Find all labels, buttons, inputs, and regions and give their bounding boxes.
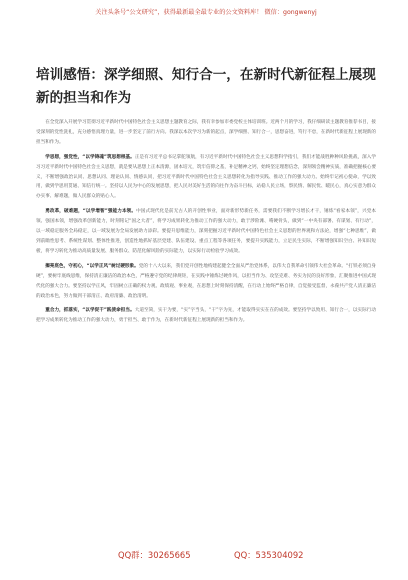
paragraph-text: 中国式现代化是前无古人的开创性事业，面对新形势新任务，需要我们不断学习增长才干，锤炼“看家本领”，兴党本领、强国本领，增强改革创新能力，时刻铭记“国之大者”，将学习成果转化为推动工作的强大动力，敢于涉险滩、啃硬骨头，做到“一中央有部署、有谋划、有行动”，以一域稳定服务全局稳定，以一域发展为全局发展助力添彩。要提升思维能力，深刻把握习近平新时代中国特色社会主义思想的世界观和方法论，增强“七种思维”，做到前瞻性思考、系统性谋划、整体性推进，创造性地抓好基层党建、队伍建设、重点工程等各项任务，要提升实践能力，立足民生实际，不断增强知识空白、补知识短板，将学习转化为推动高质量发展、服务群众、防范化解风险的实际能力，以实际行动检验学习成效。 xyxy=(36,209,377,254)
footer xyxy=(0,548,408,562)
top-banner: 关注头条号“公文研究”，获得最新最全最专业的公文资料库！ 微信：gongwenyj xyxy=(95,9,317,16)
qq-contact-number: QQ：535304092 xyxy=(234,550,304,560)
paragraph-lead: 勇改革，破难题，“以学增智”强能力本领。 xyxy=(45,209,137,215)
document-title: 培训感悟：深学细照、知行合一，在新时代新征程上展现新的担当和作为 xyxy=(36,67,376,106)
qq-group-number: QQ群：30265665 xyxy=(118,550,191,560)
document-body xyxy=(36,118,376,331)
paragraph-text: 正是有习近平总书记掌舵领航，有习近平新时代中国特色社会主义思想科学指引，我们才能战胜种种风险挑战，深入学习习近平新时代中国特色社会主义思想，就是要从思想上正本清源，固本培元，筑牢信仰之基，补足精神之钙，始终坚定理想信念，深刻领会精神实质，准确把握核心要义，不断增强政治认同、思想认同、理论认同、情感认同，把习近平新时代中国特色社会主义思想转化为指导实践、推动工作的强大动力。始终牢记初心使命，学以致用，做到学思用贯通、知信行统一。坚持以人民为中心的发展思想，把人民对美好生活的向往作为奋斗目标，站稳人民立场，察民情、解民忧、暖民心，真心实意为群众办实事、解难题，做人民群众的贴心人。 xyxy=(36,154,376,200)
paragraph-intro xyxy=(36,118,376,148)
paragraph-text: 党的十八大以来，我们党开创性地构建起健全全面从严治党体系，以伟大自我革命引领伟大社会革命。“打铁必须自身硬”，要树牢底线思维，保持清正廉洁的政治本色，严格遵守党的纪律规矩，在实践中锤炼过硬作风，以担当作为、攻坚克难、务实为民的良好形象，汇聚推进中国式现代化的强大合力。要坚持以学正风，牢固树立正确的权力观、政绩观、事业观，在思想上时刻保持清醒，在行动上始终严格自律，自觉接受监督，永葆共产党人清正廉洁的政治本色，努力做到干部清正、政府清廉、政治清明。 xyxy=(36,263,376,299)
paragraph-lead: 重合力，抓落实，“以学促干”践使命担当。 xyxy=(45,308,135,314)
paragraph-lead: 擦亮底色，守初心，“以学正风”树过硬形象。 xyxy=(45,263,139,269)
paragraph-section-4 xyxy=(36,306,376,326)
paragraph-text: 在全党深入开展学习贯彻习近平新时代中国特色社会主义思想主题教育之际，我有幸参加市委党校主体培训班。近两个月的学习，我仔细研读主题教育推荐书目，接受深刻的党性洗礼，充分感悟真理力量，进一步坚定了前行方向。我深以本次学习为新的起点，深学细照、知行合一，思想奋进，笃行不怠，在新时代新征程上展现新的担当和作为。 xyxy=(36,120,376,145)
paragraph-lead: 学思想，强党性，“以学铸魂”筑思想根基。 xyxy=(45,154,135,160)
paragraph-section-2 xyxy=(36,207,376,257)
paragraph-section-3 xyxy=(36,262,376,302)
paragraph-section-1 xyxy=(36,153,376,203)
paragraph-text: 大道至简，实干为要，“实”字当头，“干”字为先，才能取得实实在在的成效。要坚持学以致用、知行合一，以实际行动把学习成果转化为推动工作的强大动力，勇于担当、敢于作为，在新时代新征程上展现新的担当和作为。 xyxy=(36,308,376,324)
